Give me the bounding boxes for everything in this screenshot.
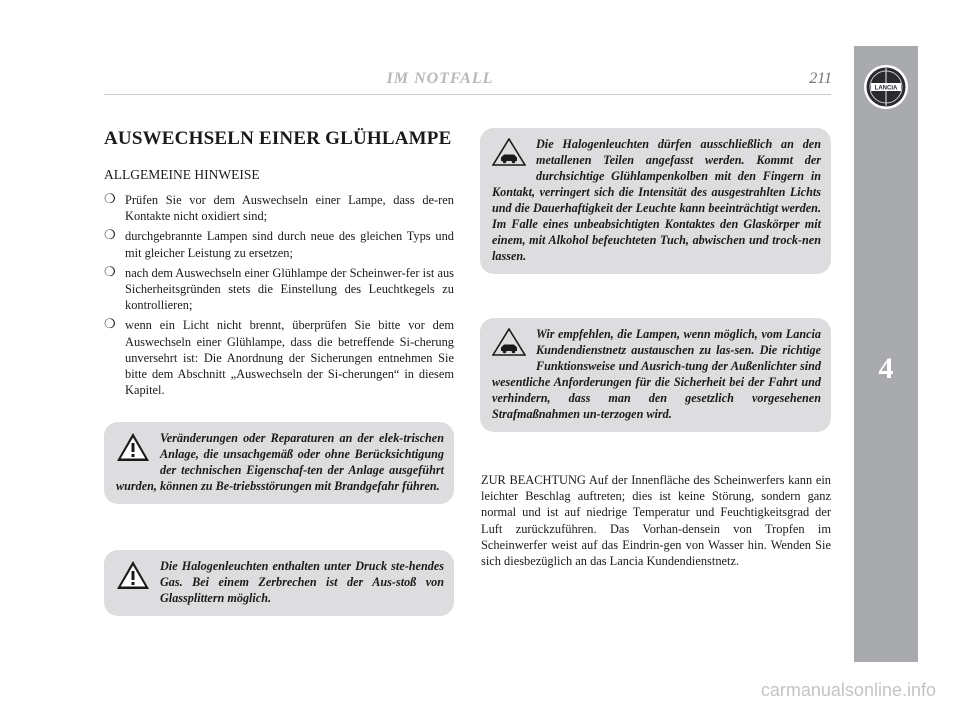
watermark: carmanualsonline.info <box>760 680 936 700</box>
bullet-icon: ❍ <box>104 263 116 279</box>
header-rule <box>104 94 831 95</box>
logo-text: LANCIA <box>874 85 898 92</box>
caution-box-service <box>480 318 831 432</box>
warning-box-pressure <box>104 550 454 616</box>
car-triangle-icon <box>492 138 526 170</box>
bullet-list <box>104 192 454 402</box>
list-item-text: nach dem Auswechseln einer Glühlampe der Scheinwer-fer ist aus Sicherheitsgründen stets die Einstellung des Leuchtkegels zu kontrollieren; <box>125 265 454 313</box>
car-triangle-icon <box>492 328 526 360</box>
section-subtitle: ALLGEMEINE HINWEISE <box>104 167 260 182</box>
list-item <box>104 192 454 224</box>
bullet-icon: ❍ <box>104 191 116 206</box>
page-number: 211 <box>809 70 832 87</box>
caution-box-halogen <box>480 128 831 274</box>
note-paragraph: ZUR BEACHTUNG Auf der Innenfläche des Scheinwerfers kann ein leichter Beschlag auftreten; dies ist keine Störung, sondern ganz normal und ist auf niedrige Temperatur und Feuchtigkeitsgrad der Luft zurückzuführen. Das Vorhan-densein von Tropfen im Scheinwerfer weist auf das Eindrin-gen von Wasser hin. Wenden Sie sich diesbezüglich an das Lancia Kundendienstnetz. <box>481 473 831 569</box>
caution-text: Die Halogenleuchten dürfen ausschließlich an den metallenen Teilen angefasst werden. Kommt der durchsichtige Glühlampenkolben mit den Fingern in Kontakt, verringert sich die Intensität des ausgestrahlten Lichts und die Dauerhaftigkeit der Leuchte kann beeinträchtigt werden. Im Falle eines unbeabsichtigten Kontaktes den Glaskörper mit einem, mit Alkohol befeuchteten Tuch, abwischen und trock-nen lassen. <box>492 137 821 263</box>
warning-text: Veränderungen oder Reparaturen an der elek-trischen Anlage, die unsachgemäß oder ohne Berücksichtigung der technischen Eigenschaf-ten der Anlage ausgeführt wurden, können zu Be-triebsstörungen mit Brandgefahr führen. <box>116 431 444 493</box>
bullet-icon: ❍ <box>104 227 116 243</box>
caution-text: Wir empfehlen, die Lampen, wenn möglich, vom Lancia Kundendienstnetz austauschen zu las-sen. Die richtige Funktionsweise und Ausrich-tung der Außenlichter sind wesentliche Anforderungen für die Sicherheit bei der Fahrt und verhindern, dass man den gesetzlich vorgesehenen Strafmaßnahmen un-terzogen wird. <box>492 327 821 421</box>
list-item <box>104 228 454 260</box>
list-item-text: Prüfen Sie vor dem Auswechseln einer Lampe, dass de-ren Kontakte nicht oxidiert sind; <box>125 193 454 224</box>
warning-box-electrical <box>104 422 454 504</box>
lancia-logo <box>863 64 909 110</box>
list-item-text: durchgebrannte Lampen sind durch neue des gleichen Typs und mit gleicher Leistung zu ersetzen; <box>125 229 454 260</box>
warning-triangle-icon <box>116 432 150 466</box>
running-head: IM NOTFALL <box>386 70 494 87</box>
list-item <box>104 265 454 314</box>
list-item <box>104 317 454 398</box>
list-item-text: wenn ein Licht nicht brennt, überprüfen Sie bitte vor dem Auswechseln einer Glühlampe, dass die betreffende Si-cherung unversehrt ist: Die Anordnung der Sicherungen entnehmen Sie bitte dem Abschnitt „Auswechseln der Si-cherungen“ in diesem Kapitel. <box>125 318 454 398</box>
page-title: AUSWECHSELN EINER GLÜHLAMPE <box>104 128 452 149</box>
bullet-icon: ❍ <box>104 316 116 332</box>
warning-text: Die Halogenleuchten enthalten unter Druck ste-hendes Gas. Bei einem Zerbrechen ist der Aus-stoß von Glassplittern möglich. <box>160 559 444 605</box>
section-number: 4 <box>878 352 894 385</box>
warning-triangle-icon <box>116 560 150 594</box>
